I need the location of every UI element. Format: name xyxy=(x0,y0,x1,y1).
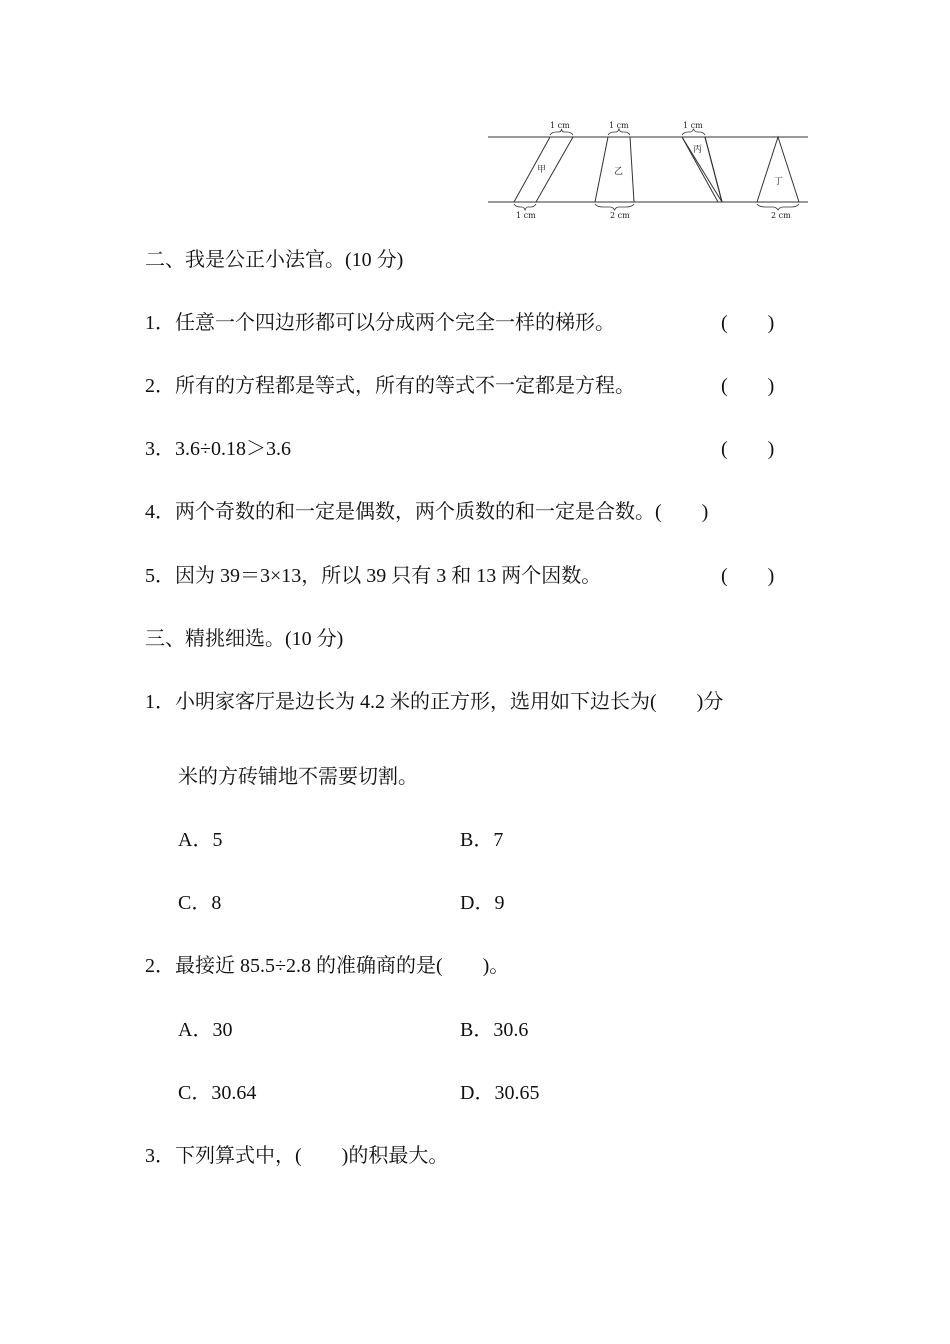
shape-ding-label: 丁 xyxy=(774,177,784,187)
shape-ding-triangle xyxy=(757,137,799,202)
item-text: 因为 39＝3×13，所以 39 只有 3 和 13 两个因数。 xyxy=(175,565,602,587)
q2-line xyxy=(145,954,509,978)
question-text: 最接近 85.5÷2.8 的准确商的是( )。 xyxy=(175,955,510,977)
q1-option-d[interactable]: D．9 xyxy=(460,892,505,914)
label-top-bing: 1 cm xyxy=(683,121,703,130)
item-number: 4． xyxy=(145,501,175,523)
q1-option-a[interactable]: A．5 xyxy=(178,829,223,851)
answer-paren-1[interactable]: ( ) xyxy=(721,312,775,334)
item-text: 任意一个四边形都可以分成两个完全一样的梯形。 xyxy=(175,312,615,334)
question-text: 下列算式中，( )的积最大。 xyxy=(175,1145,449,1167)
brace-bottom-ding xyxy=(757,204,799,210)
brace-bottom-yi xyxy=(595,204,634,210)
q1-line1 xyxy=(145,690,723,714)
shape-yi-label: 乙 xyxy=(614,167,624,177)
label-top-jia: 1 cm xyxy=(550,121,570,130)
section3-title: 三、精挑细选。(10 分) xyxy=(145,628,344,650)
item-text: 两个奇数的和一定是偶数，两个质数的和一定是合数。( ) xyxy=(175,501,709,523)
parallel-lines-figure xyxy=(486,118,812,222)
section2-item-3 xyxy=(145,437,291,461)
question-number: 1． xyxy=(145,691,175,713)
q2-option-c[interactable]: C．30.64 xyxy=(178,1082,257,1104)
answer-paren-3[interactable]: ( ) xyxy=(721,438,775,460)
question-number: 2． xyxy=(145,955,175,977)
label-bottom-yi: 2 cm xyxy=(610,211,630,220)
item-number: 1． xyxy=(145,312,175,334)
item-number: 5． xyxy=(145,565,175,587)
shape-jia-label: 甲 xyxy=(537,165,547,175)
label-bottom-jia: 1 cm xyxy=(516,211,536,220)
brace-bottom-jia xyxy=(514,204,536,210)
shape-bing-label: 丙 xyxy=(693,145,703,155)
section2-item-2 xyxy=(145,374,635,398)
section2-item-1 xyxy=(145,311,615,335)
answer-paren-2[interactable]: ( ) xyxy=(721,375,775,397)
q1-option-c[interactable]: C．8 xyxy=(178,892,222,914)
label-bottom-ding: 2 cm xyxy=(771,211,791,220)
q1-line2: 米的方砖铺地不需要切割。 xyxy=(178,766,418,788)
item-text: 3.6÷0.18＞3.6 xyxy=(175,438,291,460)
q2-option-b[interactable]: B．30.6 xyxy=(460,1019,529,1041)
item-number: 3． xyxy=(145,438,175,460)
q2-option-d[interactable]: D．30.65 xyxy=(460,1082,540,1104)
question-number: 3． xyxy=(145,1145,175,1167)
section2-title: 二、我是公正小法官。(10 分) xyxy=(145,249,404,271)
q3-line xyxy=(145,1144,448,1168)
q2-option-a[interactable]: A．30 xyxy=(178,1019,233,1041)
answer-paren-5[interactable]: ( ) xyxy=(721,565,775,587)
section2-item-4 xyxy=(145,500,708,524)
q1-option-b[interactable]: B．7 xyxy=(460,829,504,851)
item-text: 所有的方程都是等式，所有的等式不一定都是方程。 xyxy=(175,375,635,397)
label-top-yi: 1 cm xyxy=(609,121,629,130)
figure-svg xyxy=(486,118,812,222)
question-text: 小明家客厅是边长为 4.2 米的正方形，选用如下边长为( )分 xyxy=(175,691,724,713)
item-number: 2． xyxy=(145,375,175,397)
section2-item-5 xyxy=(145,564,601,588)
